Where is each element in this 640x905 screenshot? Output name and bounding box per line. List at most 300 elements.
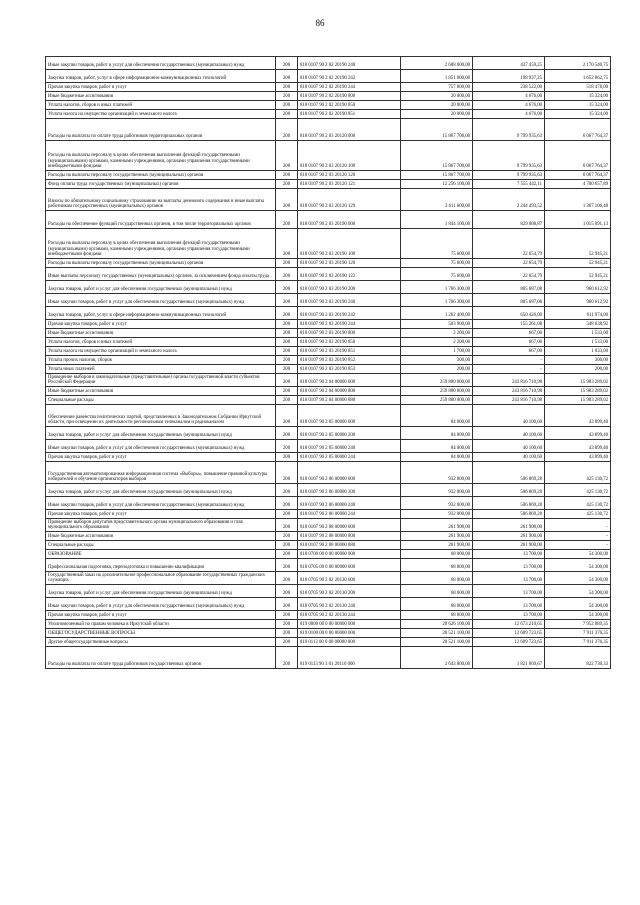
- row-executed: 506 869,28: [473, 497, 545, 510]
- row-remainder: -: [545, 541, 611, 550]
- row-approved: 259 800 000,00: [401, 374, 473, 387]
- row-remainder: 425 130,72: [545, 510, 611, 519]
- row-remainder: 54 300,00: [545, 611, 611, 620]
- row-line-code: 200: [276, 110, 298, 119]
- table-row: [46, 462, 611, 484]
- row-remainder: 1 652 062,75: [545, 70, 611, 83]
- row-line-code: 200: [276, 559, 298, 572]
- table-row: [46, 484, 611, 497]
- row-line-code: 200: [276, 92, 298, 101]
- row-budget-code: 818 0107 90 2 03 20190 853: [298, 365, 401, 374]
- row-executed: 12 673 210,65: [473, 620, 545, 629]
- row-approved: 1 766 300,00: [401, 281, 473, 294]
- row-name: Расходы на выплаты персоналу государственных (муниципальных) органов: [46, 259, 276, 268]
- row-name: Уполномоченный по правам человека в Иркутской области: [46, 620, 276, 629]
- row-name: Расходы на выплаты по оплате труда работников государственных органов: [46, 647, 276, 669]
- row-approved: 3 611 600,00: [401, 189, 473, 211]
- row-budget-code: 818 0107 90 2 03 20190 850: [298, 338, 401, 347]
- row-remainder: 15 324,00: [545, 101, 611, 110]
- row-executed: 13 700,00: [473, 611, 545, 620]
- table-row: [46, 572, 611, 585]
- row-executed: 9 799 935,63: [473, 171, 545, 180]
- row-remainder: 348 638,92: [545, 320, 611, 329]
- row-budget-code: 818 0107 90 2 03 20190 122: [298, 268, 401, 281]
- row-approved: 200,00: [401, 365, 473, 374]
- row-approved: 68 000,00: [401, 598, 473, 611]
- page-number: 86: [315, 18, 325, 28]
- row-approved: 75 600,00: [401, 268, 473, 281]
- row-budget-code: 818 0107 90 2 03 20120 100: [298, 141, 401, 171]
- table-row: [46, 611, 611, 620]
- row-approved: 932 000,00: [401, 462, 473, 484]
- table-row: [46, 281, 611, 294]
- row-executed: 243 816 710,98: [473, 374, 545, 387]
- row-approved: 84 000,00: [401, 427, 473, 440]
- row-remainder: 52 945,21: [545, 259, 611, 268]
- row-budget-code: 818 0107 90 2 04 00000 000: [298, 374, 401, 387]
- table-row: [46, 585, 611, 598]
- row-approved: 68 000,00: [401, 572, 473, 585]
- row-name: Закупка товаров, работ, услуг в сфере информационно-коммуникационных технологий: [46, 70, 276, 83]
- row-remainder: 200,00: [545, 365, 611, 374]
- table-row: [46, 598, 611, 611]
- row-line-code: 200: [276, 329, 298, 338]
- row-line-code: 200: [276, 189, 298, 211]
- table-row: [46, 440, 611, 453]
- row-name: Расходы на обеспечение функций государственных органов, в том числе территориальных органов: [46, 211, 276, 229]
- row-approved: 20 521 100,00: [401, 638, 473, 647]
- table-row: [46, 92, 611, 101]
- row-remainder: 960 612,92: [545, 294, 611, 307]
- row-executed: 9 799 935,63: [473, 119, 545, 141]
- row-remainder: 15 983 289,02: [545, 396, 611, 405]
- row-remainder: 15 983 289,02: [545, 387, 611, 396]
- row-name: Обеспечение равенства политических партий, представленных в Законодательном Собрании Иркутской области, при освещении их деятельности региональным телеканалом и радиоканалом: [46, 405, 276, 427]
- row-name: Прочая закупка товаров, работ и услуг: [46, 611, 276, 620]
- row-budget-code: 818 0705 90 2 02 20130 244: [298, 611, 401, 620]
- table-row: [46, 180, 611, 189]
- row-approved: 2 643 800,00: [401, 647, 473, 669]
- row-remainder: 4 700 657,89: [545, 180, 611, 189]
- budget-table: [45, 56, 611, 669]
- table-row: [46, 405, 611, 427]
- row-line-code: 200: [276, 572, 298, 585]
- row-executed: 12 609 723,65: [473, 638, 545, 647]
- row-name: Уплата налогов, сборов и иных платежей: [46, 338, 276, 347]
- row-name: Уплата налогов, сборов и иных платежей: [46, 101, 276, 110]
- row-name: Закупка товаров, работ и услуг для обеспечения государственных (муниципальных) нужд: [46, 427, 276, 440]
- row-budget-code: 818 0107 90 2 03 20190 100: [298, 229, 401, 259]
- row-name: Иные бюджетные ассигнования: [46, 329, 276, 338]
- table-row: [46, 532, 611, 541]
- table-row: [46, 70, 611, 83]
- row-executed: 506 869,28: [473, 484, 545, 497]
- row-name: Прочая закупка товаров, работ и услуг: [46, 453, 276, 462]
- row-remainder: 2 170 540,75: [545, 57, 611, 70]
- row-budget-code: 818 0107 90 2 03 20120 120: [298, 171, 401, 180]
- table-row: [46, 211, 611, 229]
- row-remainder: 43 899,40: [545, 440, 611, 453]
- row-executed: 155 261,08: [473, 320, 545, 329]
- row-budget-code: 818 0705 90 2 02 20130 000: [298, 572, 401, 585]
- table-row: [46, 189, 611, 211]
- row-name: ОБРАЗОВАНИЕ: [46, 550, 276, 559]
- table-row: [46, 101, 611, 110]
- row-remainder: 54 300,00: [545, 559, 611, 572]
- row-executed: 805 687,08: [473, 281, 545, 294]
- row-executed: 22 654,79: [473, 259, 545, 268]
- table-row: [46, 510, 611, 519]
- row-name: Уплата налога на имущество организаций и земельного налога: [46, 347, 276, 356]
- row-executed: 261 900,00: [473, 519, 545, 532]
- row-executed: 2 244 493,52: [473, 189, 545, 211]
- row-budget-code: 818 0705 90 2 02 20130 200: [298, 585, 401, 598]
- row-name: Иные закупки товаров, работ и услуг для обеспечения государственных (муниципальных) нужд: [46, 497, 276, 510]
- table-row: [46, 57, 611, 70]
- row-executed: 805 687,08: [473, 294, 545, 307]
- row-approved: 1 262 400,00: [401, 307, 473, 320]
- row-approved: 259 800 000,00: [401, 396, 473, 405]
- row-budget-code: 818 0705 00 0 00 00000 000: [298, 559, 401, 572]
- table-row: [46, 347, 611, 356]
- row-remainder: 54 300,00: [545, 585, 611, 598]
- row-budget-code: 818 0700 00 0 00 00000 000: [298, 550, 401, 559]
- row-name: Расходы на выплаты персоналу государственных (муниципальных) органов: [46, 171, 276, 180]
- row-budget-code: 818 0107 90 2 03 20190 242: [298, 307, 401, 320]
- row-approved: 75 600,00: [401, 229, 473, 259]
- row-budget-code: 818 0107 90 2 03 20190 852: [298, 356, 401, 365]
- table-row: [46, 259, 611, 268]
- row-name: Закупка товаров, работ и услуг для обеспечения государственных (муниципальных) нужд: [46, 281, 276, 294]
- row-name: Иные закупки товаров, работ и услуг для обеспечения государственных (муниципальных) нужд: [46, 57, 276, 70]
- table-row: [46, 638, 611, 647]
- row-line-code: 200: [276, 229, 298, 259]
- row-executed: 4 676,00: [473, 92, 545, 101]
- row-executed: 13 700,00: [473, 559, 545, 572]
- table-row: [46, 453, 611, 462]
- row-approved: 68 000,00: [401, 611, 473, 620]
- row-line-code: 200: [276, 541, 298, 550]
- row-executed: 7 555 442,11: [473, 180, 545, 189]
- row-name: Проведение выборов в законодательные (представительные) органы государственной власти субъектов Российской Федерации: [46, 374, 276, 387]
- row-budget-code: 819 0000 00 0 00 00000 000: [298, 620, 401, 629]
- row-budget-code: 818 0107 90 2 08 00000 800: [298, 532, 401, 541]
- row-remainder: 425 130,72: [545, 462, 611, 484]
- row-executed: 667,00: [473, 338, 545, 347]
- row-line-code: 200: [276, 638, 298, 647]
- row-budget-code: 818 0705 90 2 02 20130 240: [298, 598, 401, 611]
- row-executed: 4 676,00: [473, 110, 545, 119]
- row-name: Специальные расходы: [46, 541, 276, 550]
- row-budget-code: 818 0107 90 2 04 00000 880: [298, 396, 401, 405]
- row-executed: -: [473, 365, 545, 374]
- row-line-code: 200: [276, 259, 298, 268]
- row-budget-code: 818 0107 90 2 03 20190 240: [298, 294, 401, 307]
- row-line-code: 200: [276, 532, 298, 541]
- row-executed: 40 100,60: [473, 405, 545, 427]
- row-name: Государственный заказ на дополнительное профессиональное образование государственных гражданских служащих: [46, 572, 276, 585]
- row-line-code: 200: [276, 396, 298, 405]
- row-name: Иные бюджетные ассигнования: [46, 387, 276, 396]
- row-executed: 1 821 069,67: [473, 647, 545, 669]
- row-remainder: 43 899,40: [545, 405, 611, 427]
- row-name: Расходы на выплаты персоналу в целях обеспечения выполнения функций государственными (муниципальными) органами, казенными учреждениями, органами управления государственными внебюджетными фондами: [46, 141, 276, 171]
- row-line-code: 200: [276, 268, 298, 281]
- row-executed: 667,00: [473, 329, 545, 338]
- row-approved: 932 000,00: [401, 484, 473, 497]
- row-line-code: 200: [276, 119, 298, 141]
- row-budget-code: 818 0107 90 2 03 20190 800: [298, 329, 401, 338]
- table-row: [46, 365, 611, 374]
- row-name: Иные бюджетные ассигнования: [46, 532, 276, 541]
- table-row: [46, 268, 611, 281]
- row-approved: 84 000,00: [401, 440, 473, 453]
- row-line-code: 200: [276, 462, 298, 484]
- row-line-code: 200: [276, 70, 298, 83]
- row-line-code: 200: [276, 171, 298, 180]
- row-name: Иные закупки товаров, работ и услуг для обеспечения государственных (муниципальных) нужд: [46, 440, 276, 453]
- row-budget-code: 818 0107 90 2 03 20120 000: [298, 119, 401, 141]
- row-budget-code: 818 0107 90 2 06 00000 240: [298, 497, 401, 510]
- row-approved: 932 000,00: [401, 497, 473, 510]
- row-name: Профессиональная подготовка, переподготовка и повышение квалификации: [46, 559, 276, 572]
- row-remainder: 1 367 106,48: [545, 189, 611, 211]
- row-executed: 22 654,79: [473, 229, 545, 259]
- row-line-code: 200: [276, 356, 298, 365]
- row-approved: 1 700,00: [401, 347, 473, 356]
- row-remainder: 7 952 889,35: [545, 620, 611, 629]
- row-executed: 243 816 710,98: [473, 387, 545, 396]
- row-executed: 667,00: [473, 347, 545, 356]
- table-row: [46, 519, 611, 532]
- row-executed: 506 869,28: [473, 462, 545, 484]
- row-remainder: 54 300,00: [545, 572, 611, 585]
- row-line-code: 200: [276, 585, 298, 598]
- row-remainder: 822 730,33: [545, 647, 611, 669]
- row-budget-code: 818 0107 90 2 05 00000 000: [298, 405, 401, 427]
- table-row: [46, 541, 611, 550]
- row-approved: 757 000,00: [401, 83, 473, 92]
- row-approved: 300,00: [401, 356, 473, 365]
- row-executed: 12 609 723,65: [473, 629, 545, 638]
- row-remainder: 7 911 376,35: [545, 629, 611, 638]
- row-approved: 2 608 000,00: [401, 57, 473, 70]
- row-approved: 20 000,00: [401, 101, 473, 110]
- row-approved: 932 000,00: [401, 510, 473, 519]
- row-approved: 75 600,00: [401, 259, 473, 268]
- row-remainder: 960 612,92: [545, 281, 611, 294]
- row-line-code: 200: [276, 519, 298, 532]
- row-name: Прочая закупка товаров, работ и услуг: [46, 320, 276, 329]
- row-approved: 259 800 000,00: [401, 387, 473, 396]
- row-line-code: 200: [276, 281, 298, 294]
- row-approved: 2 200,00: [401, 329, 473, 338]
- row-name: Специальные расходы: [46, 396, 276, 405]
- table-row: [46, 497, 611, 510]
- table-row: [46, 329, 611, 338]
- table-row: [46, 141, 611, 171]
- row-budget-code: 818 0107 90 2 08 00000 000: [298, 519, 401, 532]
- row-remainder: 1 533,00: [545, 329, 611, 338]
- row-budget-code: 818 0107 90 2 05 00000 244: [298, 453, 401, 462]
- row-approved: 2 200,00: [401, 338, 473, 347]
- row-line-code: 200: [276, 180, 298, 189]
- row-budget-code: 818 0107 90 2 06 00000 000: [298, 462, 401, 484]
- row-remainder: 52 945,21: [545, 268, 611, 281]
- row-executed: 40 100,60: [473, 427, 545, 440]
- row-remainder: 15 324,00: [545, 110, 611, 119]
- row-approved: 15 867 700,00: [401, 171, 473, 180]
- row-executed: 261 900,00: [473, 541, 545, 550]
- row-executed: 198 937,25: [473, 70, 545, 83]
- row-remainder: 6 067 764,37: [545, 171, 611, 180]
- row-name: Расходы на выплаты по оплате труда работников территориальных органов: [46, 119, 276, 141]
- row-line-code: 200: [276, 647, 298, 669]
- row-line-code: 200: [276, 347, 298, 356]
- table-row: [46, 387, 611, 396]
- row-remainder: -: [545, 532, 611, 541]
- row-line-code: 200: [276, 365, 298, 374]
- row-approved: 261 900,00: [401, 541, 473, 550]
- row-approved: 1 844 100,00: [401, 211, 473, 229]
- row-line-code: 200: [276, 550, 298, 559]
- row-remainder: 7 911 376,35: [545, 638, 611, 647]
- table-row: [46, 320, 611, 329]
- row-executed: 238 522,00: [473, 83, 545, 92]
- table-row: [46, 396, 611, 405]
- row-name: Проведение выборов депутатов представительного органа муниципального образования и глав муниципального образования: [46, 519, 276, 532]
- row-approved: 68 000,00: [401, 585, 473, 598]
- row-executed: 437 459,25: [473, 57, 545, 70]
- row-line-code: 200: [276, 387, 298, 396]
- row-executed: 4 676,00: [473, 101, 545, 110]
- row-budget-code: 818 0107 90 2 02 20190 850: [298, 101, 401, 110]
- table-row: [46, 550, 611, 559]
- row-line-code: 200: [276, 405, 298, 427]
- table-row: [46, 229, 611, 259]
- row-approved: 84 000,00: [401, 405, 473, 427]
- table-row: [46, 559, 611, 572]
- row-executed: 261 900,00: [473, 532, 545, 541]
- row-approved: 15 867 700,00: [401, 141, 473, 171]
- row-remainder: 1 033,00: [545, 347, 611, 356]
- row-budget-code: 818 0107 90 2 03 20190 000: [298, 211, 401, 229]
- row-line-code: 200: [276, 307, 298, 320]
- row-name: Прочая закупка товаров, работ и услуг: [46, 510, 276, 519]
- row-approved: 84 000,00: [401, 453, 473, 462]
- row-budget-code: 818 0107 90 2 03 20120 121: [298, 180, 401, 189]
- row-budget-code: 818 0107 90 2 03 20190 120: [298, 259, 401, 268]
- row-name: Иные бюджетные ассигнования: [46, 92, 276, 101]
- row-approved: 68 000,00: [401, 550, 473, 559]
- row-approved: 1 851 000,00: [401, 70, 473, 83]
- row-approved: 20 000,00: [401, 110, 473, 119]
- row-approved: 20 000,00: [401, 92, 473, 101]
- row-line-code: 200: [276, 338, 298, 347]
- table-row: [46, 629, 611, 638]
- row-name: Закупка товаров, работ и услуг для обеспечения государственных (муниципальных) нужд: [46, 585, 276, 598]
- row-budget-code: 818 0107 90 2 03 20190 851: [298, 347, 401, 356]
- table-row: [46, 620, 611, 629]
- row-remainder: 300,00: [545, 356, 611, 365]
- row-executed: 13 700,00: [473, 585, 545, 598]
- table-row: [46, 119, 611, 141]
- row-line-code: 200: [276, 320, 298, 329]
- row-name: Закупка товаров, работ, услуг в сфере информационно-коммуникационных технологий: [46, 307, 276, 320]
- row-remainder: -: [545, 519, 611, 532]
- row-approved: 261 900,00: [401, 532, 473, 541]
- row-name: ОБЩЕГОСУДАРСТВЕННЫЕ ВОПРОСЫ: [46, 629, 276, 638]
- row-name: Фонд оплаты труда государственных (муниципальных) органов: [46, 180, 276, 189]
- row-budget-code: 819 0113 90 3 01 20110 000: [298, 647, 401, 669]
- row-approved: 1 766 300,00: [401, 294, 473, 307]
- row-budget-code: 818 0107 90 2 03 20190 200: [298, 281, 401, 294]
- row-budget-code: 818 0107 90 2 06 00000 200: [298, 484, 401, 497]
- row-name: Уплата прочих налогов, сборов: [46, 356, 276, 365]
- row-remainder: 54 300,00: [545, 550, 611, 559]
- row-budget-code: 818 0107 90 2 05 00000 200: [298, 427, 401, 440]
- row-line-code: 200: [276, 440, 298, 453]
- row-name: Уплата иных платежей: [46, 365, 276, 374]
- row-name: Иные закупки товаров, работ и услуг для обеспечения государственных (муниципальных) нужд: [46, 598, 276, 611]
- row-remainder: 425 130,72: [545, 497, 611, 510]
- table-row: [46, 338, 611, 347]
- row-approved: 15 867 700,00: [401, 119, 473, 141]
- row-line-code: 200: [276, 611, 298, 620]
- row-line-code: 200: [276, 101, 298, 110]
- row-name: Иные закупки товаров, работ и услуг для обеспечения государственных (муниципальных) нужд: [46, 294, 276, 307]
- row-line-code: 200: [276, 427, 298, 440]
- row-approved: 261 900,00: [401, 519, 473, 532]
- row-name: Прочая закупка товаров, работ и услуг: [46, 83, 276, 92]
- row-approved: 68 000,00: [401, 559, 473, 572]
- row-name: Взносы по обязательному социальному страхованию на выплаты денежного содержания и иные выплаты работникам государственных (муниципальных) органов: [46, 189, 276, 211]
- row-executed: 243 816 710,98: [473, 396, 545, 405]
- row-executed: 40 100,60: [473, 440, 545, 453]
- row-line-code: 200: [276, 57, 298, 70]
- row-line-code: 200: [276, 598, 298, 611]
- row-budget-code: 818 0107 90 2 02 20190 851: [298, 110, 401, 119]
- row-executed: -: [473, 356, 545, 365]
- row-line-code: 200: [276, 497, 298, 510]
- table-row: [46, 307, 611, 320]
- row-line-code: 200: [276, 294, 298, 307]
- budget-table-body: [46, 57, 611, 669]
- row-remainder: 425 130,72: [545, 484, 611, 497]
- table-row: [46, 171, 611, 180]
- row-line-code: 200: [276, 484, 298, 497]
- row-executed: 650 426,00: [473, 307, 545, 320]
- row-remainder: 6 067 764,37: [545, 141, 611, 171]
- row-remainder: 54 300,00: [545, 598, 611, 611]
- row-remainder: 43 899,40: [545, 427, 611, 440]
- table-row: [46, 647, 611, 669]
- row-budget-code: 818 0107 90 2 08 00000 880: [298, 541, 401, 550]
- row-executed: 13 700,00: [473, 572, 545, 585]
- table-row: [46, 374, 611, 387]
- row-name: Расходы на выплаты персоналу в целях обеспечения выполнения функций государственными (муниципальными) органами, казенными учреждениями, органами управления государственными внебюджетными фондами: [46, 229, 276, 259]
- row-approved: 503 900,00: [401, 320, 473, 329]
- table-row: [46, 294, 611, 307]
- table-row: [46, 110, 611, 119]
- row-budget-code: 818 0107 90 2 02 20190 242: [298, 70, 401, 83]
- row-executed: 829 008,87: [473, 211, 545, 229]
- row-name: Закупка товаров, работ и услуг для обеспечения государственных (муниципальных) нужд: [46, 484, 276, 497]
- row-remainder: 52 945,21: [545, 229, 611, 259]
- row-budget-code: 818 0107 90 2 03 20190 244: [298, 320, 401, 329]
- row-line-code: 200: [276, 510, 298, 519]
- row-budget-code: 818 0107 90 2 05 00000 240: [298, 440, 401, 453]
